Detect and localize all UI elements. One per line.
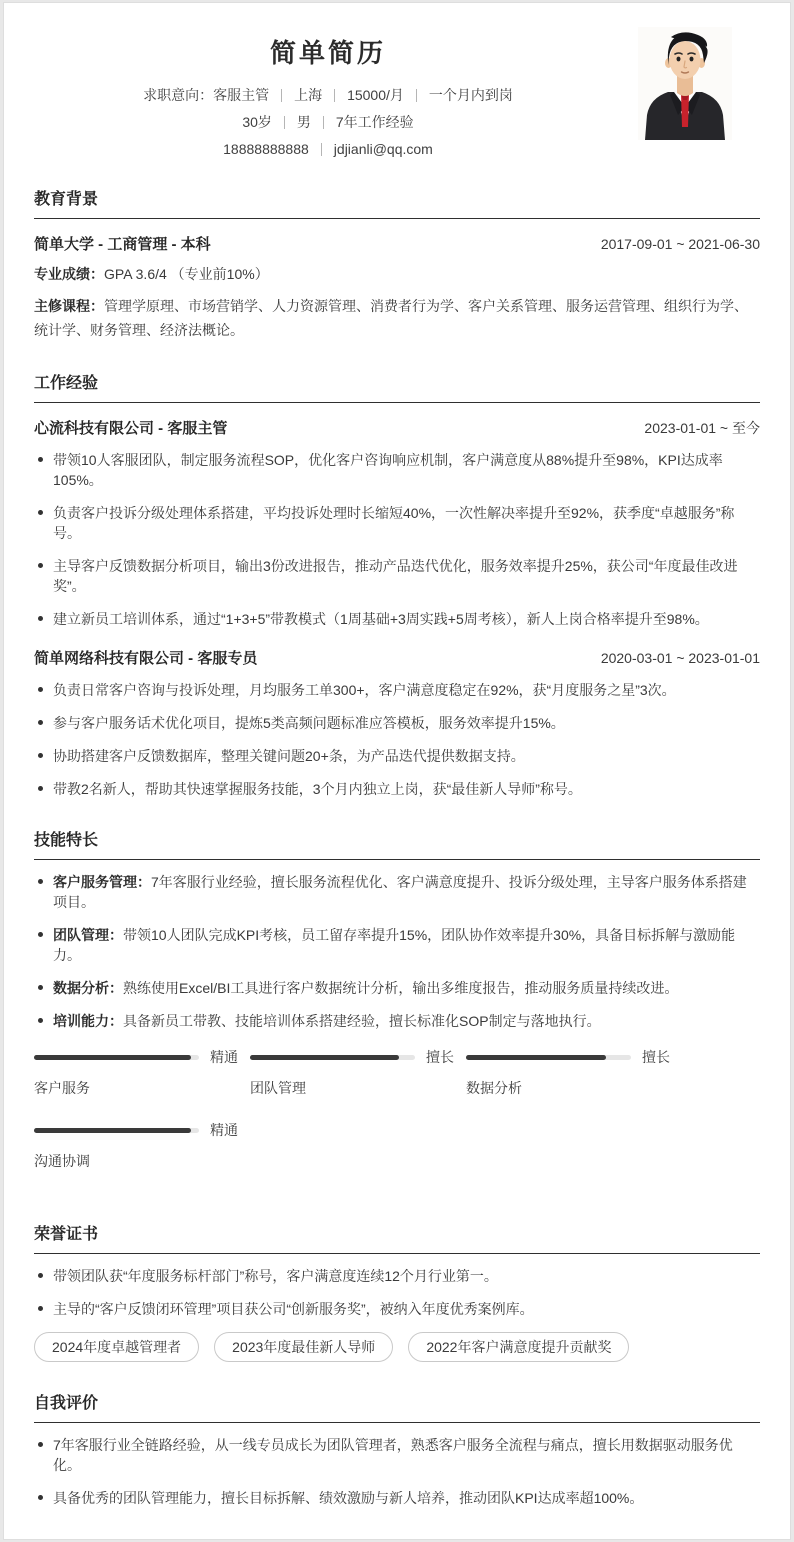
skill-text: 带领10人团队完成KPI考核，员工留存率提升15%，团队协作效率提升30%，具备目标拆解与激励能力。 — [53, 927, 736, 963]
skill-bar — [34, 1120, 250, 1171]
resume-title: 简单简历 — [269, 38, 386, 68]
education-title: 教育背景 — [34, 186, 760, 219]
skill-bar-track — [34, 1055, 199, 1060]
skill-name: 数据分析 — [466, 1080, 522, 1096]
skill-label: 数据分析： — [53, 980, 123, 996]
company-and-role: 心流科技有限公司 - 客服主管 — [34, 420, 228, 437]
skill-name: 客户服务 — [34, 1080, 90, 1096]
skill-bullet — [34, 978, 760, 998]
header-text — [34, 27, 622, 158]
skill-bullet — [34, 1011, 760, 1031]
divider — [416, 89, 417, 102]
skill-bar-track — [250, 1055, 415, 1060]
honor-badge: 2022年客户满意度提升贡献奖 — [408, 1332, 629, 1362]
summary-bullet: 7年客服行业全链路经验，从一线专员成长为团队管理者，熟悉客户服务全流程与痛点，擅长用数据驱动服务优化。 — [34, 1435, 760, 1475]
skill-label: 客户服务管理： — [53, 874, 151, 890]
honor-badge: 2024年度卓越管理者 — [34, 1332, 199, 1362]
summary-title: 自我评价 — [34, 1390, 760, 1423]
job-bullet-list — [34, 680, 760, 799]
intent-position: 客服主管 — [213, 87, 270, 103]
skill-text: 熟练使用Excel/BI工具进行客户数据统计分析，输出多维度报告，推动服务质量持续改进。 — [123, 980, 679, 996]
skill-label: 团队管理： — [53, 927, 123, 943]
skill-bullet — [34, 925, 760, 965]
skill-bar — [34, 1047, 250, 1098]
company-and-role: 简单网络科技有限公司 - 客服专员 — [34, 650, 258, 667]
job-date: 2023-01-01 ~ 至今 — [644, 420, 760, 436]
resume-page — [3, 2, 791, 1540]
skill-bullet — [34, 872, 760, 912]
honor-bullet: 带领团队获“年度服务标杆部门”称号，客户满意度连续12个月行业第一。 — [34, 1266, 760, 1286]
experience-years: 7年工作经验 — [335, 114, 414, 130]
honors-title: 荣誉证书 — [34, 1221, 760, 1254]
skill-bar-track — [466, 1055, 631, 1060]
resume-header — [34, 27, 760, 158]
profile-photo — [638, 27, 732, 140]
job-bullet: 负责客户投诉分级处理体系搭建，平均投诉处理时长缩短40%，一次性解决率提升至92%，获季度“卓越服务”称号。 — [34, 503, 760, 543]
job-bullet: 参与客户服务话术优化项目，提炼5类高频问题标准应答模板，服务效率提升15%。 — [34, 713, 760, 733]
skill-bar — [466, 1047, 682, 1098]
section-skills — [34, 827, 760, 1193]
skill-bar-track — [34, 1128, 199, 1133]
job-bullet: 主导客户反馈数据分析项目，输出3份改进报告，推动产品迭代优化，服务效率提升25%，获公司“年度最佳改进奖”。 — [34, 556, 760, 596]
job-bullet: 协助搭建客户反馈数据库，整理关键问题20+条，为产品迭代提供数据支持。 — [34, 746, 760, 766]
job-bullet: 负责日常客户咨询与投诉处理，月均服务工单300+，客户满意度稳定在92%，获“月度服务之星”3次。 — [34, 680, 760, 700]
education-entry-head — [34, 233, 760, 254]
job-intent-line — [34, 86, 622, 104]
intent-label: 求职意向： — [143, 87, 214, 103]
gender: 男 — [296, 114, 311, 130]
intent-availability: 一个月内到岗 — [428, 87, 513, 103]
section-work — [34, 370, 760, 799]
skill-name: 沟通协调 — [34, 1153, 90, 1169]
honors-bullet-list — [34, 1266, 760, 1319]
honor-bullet: 主导的“客户反馈闭环管理”项目获公司“创新服务奖”，被纳入年度优秀案例库。 — [34, 1299, 760, 1319]
skill-bars — [34, 1047, 760, 1193]
gpa-row — [34, 262, 760, 286]
skill-text: 7年客服行业经验，擅长服务流程优化、客户满意度提升、投诉分级处理，主导客户服务体系搭建项目。 — [53, 874, 747, 910]
divider — [334, 89, 335, 102]
skill-bar-row — [250, 1047, 466, 1067]
skill-bar-row — [34, 1120, 250, 1140]
job-bullet: 带领10人客服团队，制定服务流程SOP，优化客户咨询响应机制，客户满意度从88%提升至98%，KPI达成率105%。 — [34, 450, 760, 490]
personal-info-line — [34, 113, 622, 131]
skill-text: 具备新员工带教、技能培训体系搭建经验，擅长标准化SOP制定与落地执行。 — [123, 1013, 601, 1029]
profile-photo-illustration — [638, 27, 732, 140]
section-education — [34, 186, 760, 342]
courses-value: 管理学原理、市场营销学、人力资源管理、消费者行为学、客户关系管理、服务运营管理、组织行为学、统计学、财务管理、经济法概论。 — [34, 298, 748, 338]
skill-level: 擅长 — [426, 1049, 454, 1065]
age: 30岁 — [242, 114, 272, 130]
courses-row — [34, 294, 760, 342]
summary-bullet-list — [34, 1435, 760, 1508]
email-address: jdjianli@qq.com — [333, 141, 433, 157]
job-bullet: 建立新员工培训体系，通过“1+3+5”带教模式（1周基础+3周实践+5周考核），新人上岗合格率提升至98%。 — [34, 609, 760, 629]
skill-bar-fill — [34, 1128, 191, 1133]
skill-bar-fill — [34, 1055, 191, 1060]
divider — [323, 116, 324, 129]
skill-bar — [250, 1047, 466, 1098]
skill-level: 精通 — [210, 1122, 238, 1138]
summary-bullet: 具备优秀的团队管理能力，擅长目标拆解、绩效激励与新人培养，推动团队KPI达成率超100%。 — [34, 1488, 760, 1508]
section-summary — [34, 1390, 760, 1508]
skills-bullet-list — [34, 872, 760, 1031]
intent-salary: 15000/月 — [347, 87, 404, 103]
skill-bar-row — [34, 1047, 250, 1067]
divider — [284, 116, 285, 129]
school-name: 简单大学 - 工商管理 - 本科 — [34, 236, 211, 253]
job-bullet: 带教2名新人，帮助其快速掌握服务技能，3个月内独立上岗，获“最佳新人导师”称号。 — [34, 779, 760, 799]
gpa-value: GPA 3.6/4 （专业前10%） — [104, 266, 269, 282]
intent-city: 上海 — [294, 87, 323, 103]
gpa-label: 专业成绩： — [34, 266, 104, 282]
skill-level: 擅长 — [642, 1049, 670, 1065]
honor-badge: 2023年度最佳新人导师 — [214, 1332, 393, 1362]
honor-badges — [34, 1332, 760, 1362]
skill-level: 精通 — [210, 1049, 238, 1065]
job-entry-head — [34, 647, 760, 668]
divider — [281, 89, 282, 102]
job-entry-head — [34, 417, 760, 438]
courses-label: 主修课程： — [34, 298, 104, 314]
contact-line — [34, 140, 622, 158]
skills-title: 技能特长 — [34, 827, 760, 860]
job-entry — [34, 647, 760, 799]
divider — [321, 143, 322, 156]
section-honors — [34, 1221, 760, 1362]
skill-name: 团队管理 — [250, 1080, 306, 1096]
skill-bar-row — [466, 1047, 682, 1067]
education-date: 2017-09-01 ~ 2021-06-30 — [600, 236, 760, 252]
work-title: 工作经验 — [34, 370, 760, 403]
skill-bar-fill — [466, 1055, 606, 1060]
job-date: 2020-03-01 ~ 2023-01-01 — [600, 650, 760, 666]
phone-number: 18888888888 — [223, 141, 309, 157]
skill-bar-fill — [250, 1055, 399, 1060]
skill-label: 培训能力： — [53, 1013, 123, 1029]
job-entry — [34, 417, 760, 629]
job-bullet-list — [34, 450, 760, 629]
